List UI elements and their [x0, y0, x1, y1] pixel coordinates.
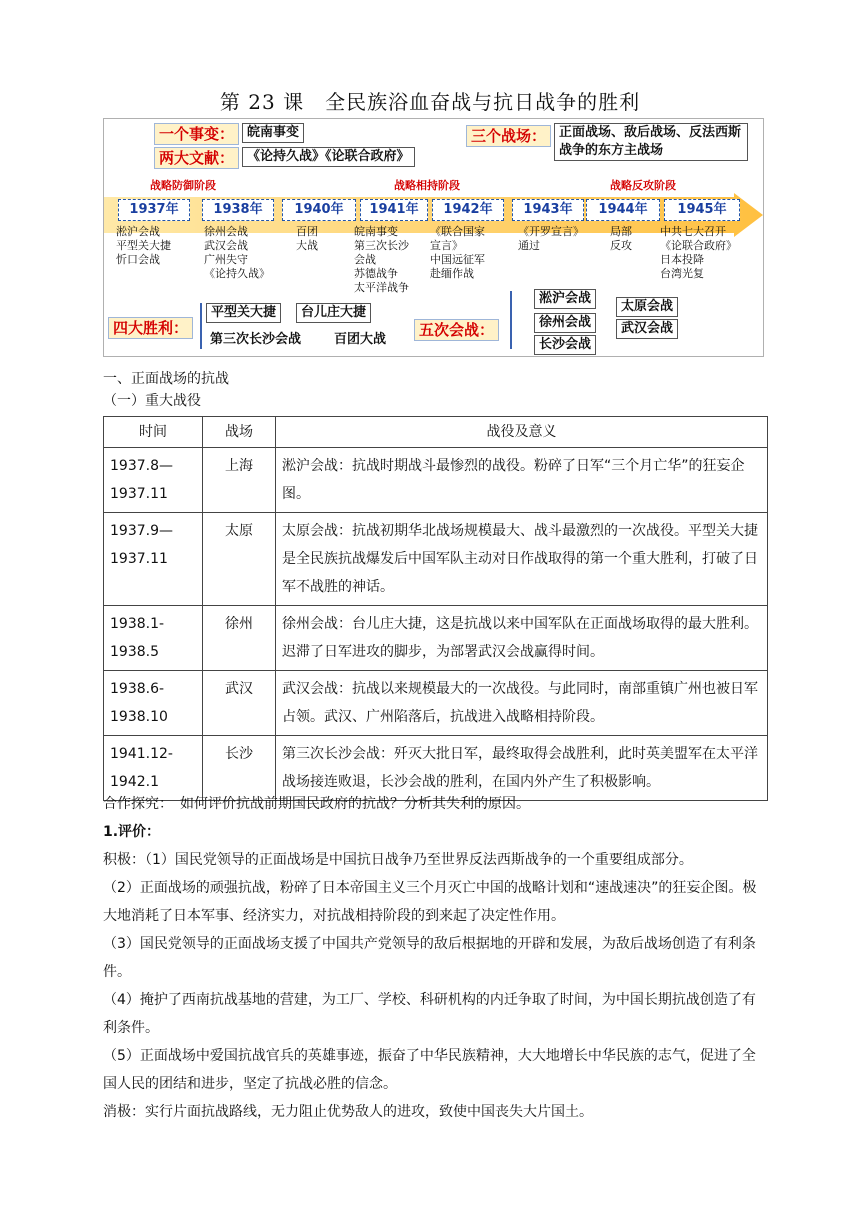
stage-counter: 战略反攻阶段 — [610, 179, 676, 192]
cell-place: 武汉 — [203, 671, 276, 736]
header-time: 时间 — [104, 417, 203, 448]
cell-place: 上海 — [203, 448, 276, 513]
eval-heading: 1.评价： — [103, 824, 161, 840]
year-box: 1943年 — [512, 199, 584, 221]
cell-time: 1937.8— 1937.11 — [104, 448, 203, 513]
events-1941: 皖南事变 第三次长沙 会战 苏德战争 太平洋战争 — [354, 225, 409, 294]
victory-item: 第三次长沙会战 — [206, 331, 305, 349]
bracket — [510, 291, 512, 349]
page-title: 第 23 课 全民族浴血奋战与抗日战争的胜利 — [219, 90, 641, 114]
year-box: 1937年 — [118, 199, 190, 221]
bracket — [200, 303, 202, 349]
year-box: 1944年 — [586, 199, 660, 221]
cell-place: 徐州 — [203, 606, 276, 671]
victory-item: 平型关大捷 — [206, 303, 281, 323]
cell-desc: 第三次长沙会战：歼灭大批日军，最终取得会战胜利，此时英美盟军在太平洋战场接连败退，长沙会战的胜利，在国内外产生了积极影响。 — [276, 736, 768, 801]
paragraph: 消极：实行片面抗战路线，无力阻止优势敌人的进攻，致使中国丧失大片国土。 — [103, 1104, 593, 1120]
table-row — [104, 671, 768, 736]
events-1944: 局部 反攻 — [610, 225, 632, 252]
paragraph: （3）国民党领导的正面战场支援了中国共产党领导的敌后根据地的开辟和发展，为敌后战场创造了有利条件。 — [103, 936, 756, 980]
victory-item: 台儿庄大捷 — [296, 303, 371, 323]
event-value: 皖南事变 — [242, 123, 304, 143]
header-desc: 战役及意义 — [276, 417, 768, 448]
victory-item: 百团大战 — [330, 331, 390, 349]
section-heading: 一、正面战场的抗战 — [103, 371, 229, 387]
events-1945: 中共七大召开 《论联合政府》 日本投降 台湾光复 — [660, 225, 737, 280]
battle-item: 武汉会战 — [616, 319, 678, 339]
events-1943: 《开罗宣言》 通过 — [518, 225, 584, 252]
table-row — [104, 513, 768, 606]
fields-label: 三个战场： — [466, 125, 551, 147]
year-box: 1941年 — [360, 199, 428, 221]
events-1937: 淞沪会战 平型关大捷 忻口会战 — [116, 225, 171, 266]
subsection-heading: （一）重大战役 — [103, 393, 201, 409]
table-header-row — [104, 417, 768, 448]
cell-time: 1937.9— 1937.11 — [104, 513, 203, 606]
year-box: 1945年 — [664, 199, 740, 221]
events-1942: 《联合国家 宣言》 中国远征军 赴缅作战 — [430, 225, 485, 280]
table-row — [104, 448, 768, 513]
cell-desc: 淞沪会战：抗战时期战斗最惨烈的战役。粉碎了日军“三个月亡华”的狂妄企图。 — [276, 448, 768, 513]
cell-time: 1938.1- 1938.5 — [104, 606, 203, 671]
paragraph: 积极：（1）国民党领导的正面战场是中国抗日战争乃至世界反法西斯战争的一个重要组成部分。 — [103, 852, 693, 868]
battle-item: 太原会战 — [616, 297, 678, 317]
summary-diagram — [103, 118, 764, 357]
coop-question: 合作探究： 如何评价抗战前期国民政府的抗战？分析其失利的原因。 — [103, 796, 530, 812]
events-1940: 百团 大战 — [296, 225, 318, 252]
paragraph: （4）掩护了西南抗战基地的营建，为工厂、学校、科研机构的内迁争取了时间，为中国长期抗战创造了有利条件。 — [103, 992, 756, 1036]
table-row — [104, 606, 768, 671]
event-label: 一个事变： — [154, 123, 239, 145]
battle-item: 徐州会战 — [534, 313, 596, 333]
victories-label: 四大胜利： — [108, 317, 193, 339]
battles-label: 五次会战： — [414, 319, 499, 341]
cell-time: 1938.6- 1938.10 — [104, 671, 203, 736]
year-box: 1938年 — [202, 199, 274, 221]
docs-label: 两大文献： — [154, 147, 239, 169]
cell-place: 长沙 — [203, 736, 276, 801]
paragraph: （5）正面战场中爱国抗战官兵的英雄事迹，振奋了中华民族精神，大大地增长中华民族的志气，促进了全国人民的团结和进步，坚定了抗战必胜的信念。 — [103, 1048, 756, 1092]
stage-stalemate: 战略相持阶段 — [394, 179, 460, 192]
year-box: 1940年 — [282, 199, 356, 221]
cell-time: 1941.12- 1942.1 — [104, 736, 203, 801]
fields-value: 正面战场、敌后战场、反法西斯战争的东方主战场 — [554, 123, 748, 161]
cell-desc: 太原会战：抗战初期华北战场规模最大、战斗最激烈的一次战役。平型关大捷是全民族抗战爆发后中国军队主动对日作战取得的第一个重大胜利，打破了日军不战胜的神话。 — [276, 513, 768, 606]
battles-table — [103, 416, 768, 801]
cell-desc: 徐州会战：台儿庄大捷，这是抗战以来中国军队在正面战场取得的最大胜利。迟滞了日军进攻的脚步，为部署武汉会战赢得时间。 — [276, 606, 768, 671]
header-place: 战场 — [203, 417, 276, 448]
battle-item: 长沙会战 — [534, 335, 596, 355]
docs-value: 《论持久战》《论联合政府》 — [242, 147, 415, 167]
battle-item: 淞沪会战 — [534, 289, 596, 309]
paragraph: （2）正面战场的顽强抗战，粉碎了日本帝国主义三个月灭亡中国的战略计划和“速战速决”的狂妄企图。极大地消耗了日本军事、经济实力，对抗战相持阶段的到来起了决定性作用。 — [103, 880, 757, 924]
cell-place: 太原 — [203, 513, 276, 606]
year-box: 1942年 — [432, 199, 504, 221]
cell-desc: 武汉会战：抗战以来规模最大的一次战役。与此同时，南部重镇广州也被日军占领。武汉、广州陷落后，抗战进入战略相持阶段。 — [276, 671, 768, 736]
events-1938: 徐州会战 武汉会战 广州失守 《论持久战》 — [204, 225, 270, 280]
stage-defense: 战略防御阶段 — [150, 179, 216, 192]
